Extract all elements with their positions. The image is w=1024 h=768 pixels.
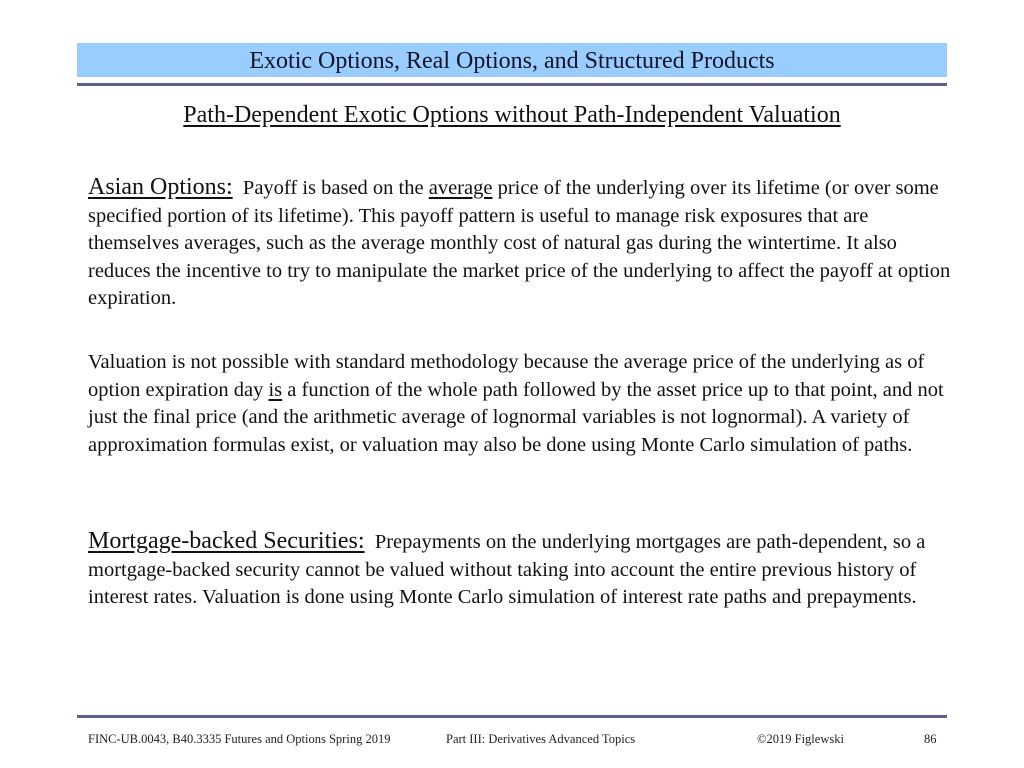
asian-options-emphasis: average <box>428 177 493 199</box>
valuation-text-a: Valuation is not possible with standard methodology because the average price of the underlying as of option expiration day <box>88 351 925 401</box>
mortgage-backed-heading: Mortgage-backed Securities: <box>88 528 365 554</box>
slide-title: Exotic Options, Real Options, and Structured Products <box>249 48 775 74</box>
title-divider <box>77 83 947 86</box>
footer-copyright: ©2019 Figlewski <box>757 732 844 746</box>
heading-spacer <box>233 177 243 199</box>
slide-subtitle: Path-Dependent Exotic Options without Path-Independent Valuation <box>183 102 841 128</box>
asian-options-text-b: price of the underlying over its lifetime (or over some specified portion of its lifetime). This payoff pattern is useful to manage risk exposures that are themselves averages, such as the average monthly cost of natural gas during the wintertime. It also reduces the incentive to try to manipulate the market price of the underlying to affect the payoff at option expiration. <box>88 177 951 309</box>
mortgage-backed-text: Prepayments on the underlying mortgages are path-dependent, so a mortgage-backed security cannot be valued without taking into account the entire previous history of interest rates. Valuation is done using Monte Carlo simulation of interest rate paths and prepayments. <box>88 531 926 608</box>
footer-page-number: 86 <box>924 732 937 746</box>
asian-options-heading: Asian Options: <box>88 174 233 200</box>
valuation-text-b: a function of the whole path followed by the asset price up to that point, and not just the final price (and the arithmetic average of lognormal variables is not lognormal). A variety of approximation formulas exist, or valuation may also be done using Monte Carlo simulation of paths. <box>88 378 944 456</box>
valuation-emphasis: is <box>268 378 283 401</box>
asian-options-text-a: Payoff is based on the <box>242 177 429 199</box>
footer-part: Part III: Derivatives Advanced Topics <box>446 732 636 746</box>
paragraph-asian-options <box>88 174 958 313</box>
slide-title-bar <box>77 43 947 77</box>
footer-course: FINC-UB.0043, B40.3335 Futures and Options Spring 2019 <box>88 732 391 746</box>
paragraph-mortgage-backed <box>88 528 958 612</box>
footer-divider <box>77 715 947 718</box>
paragraph-valuation <box>88 349 958 459</box>
heading-spacer <box>365 531 375 553</box>
